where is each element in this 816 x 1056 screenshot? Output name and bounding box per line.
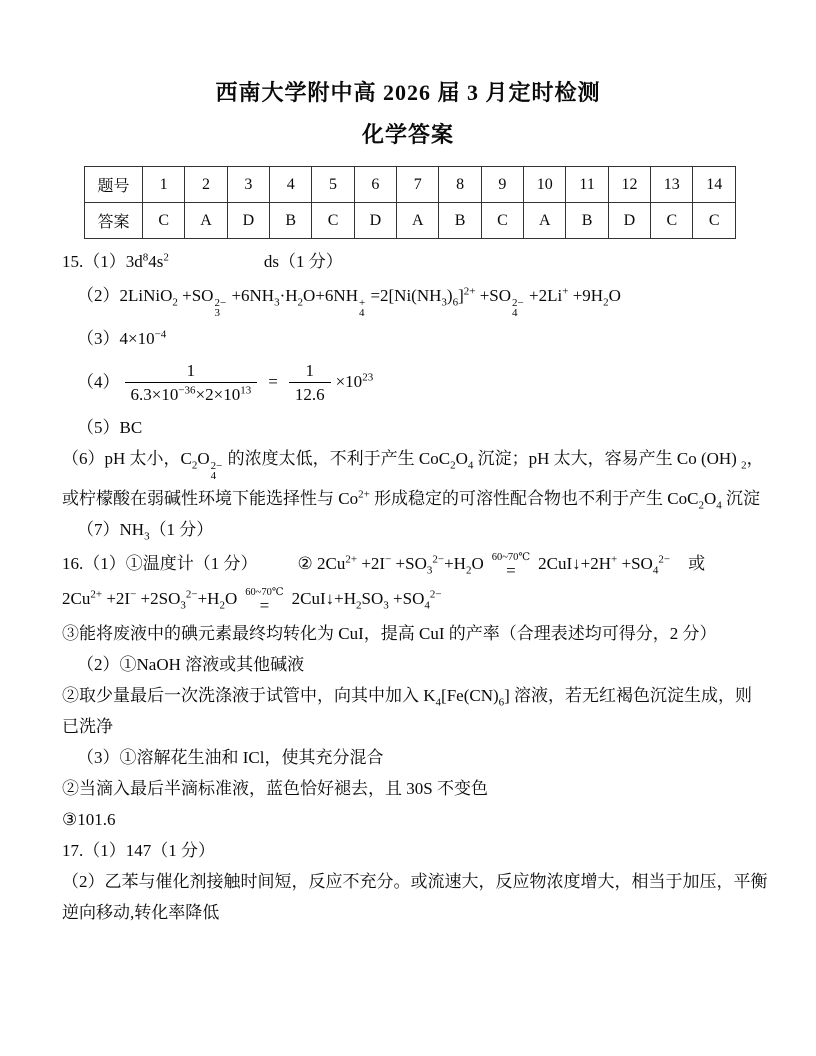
q15-item6-text2: 或柠檬酸在弱碱性环境下能选择性与 $Co^{2+}$ 形成稳定的可溶性配合物也不利于产生 $CoC_2O_4$ 沉淀 xyxy=(62,488,761,512)
equals-with-condition xyxy=(492,552,530,578)
doc-subtitle: 化学答案 xyxy=(361,122,454,147)
table-cell: 2 xyxy=(185,167,227,203)
equals-sign: = xyxy=(268,372,278,392)
table-cell: 4 xyxy=(270,167,312,203)
table-cell: B xyxy=(270,203,312,239)
reaction-condition: 60~70℃ xyxy=(245,587,284,599)
row-header-question: 题号 xyxy=(85,167,143,203)
q15-item2-equation xyxy=(62,283,756,318)
q16-eq1-right: 2CuI↓+2H+ $+SO_4^{2-}$ xyxy=(538,553,671,577)
table-cell: 6 xyxy=(354,167,396,203)
q17-item1 xyxy=(62,838,756,864)
q16-item2-text1: （2）①NaOH 溶液或其他碱液 xyxy=(77,655,305,675)
table-cell: 13 xyxy=(651,167,693,203)
fraction-denominator: $6.3\times 10^{-36}\times 2\times 10^{13}$ xyxy=(130,384,252,404)
q15-item5-text: （5）BC xyxy=(77,417,143,437)
q16-item1-equation2 xyxy=(62,586,756,616)
q16-item1-equation1 xyxy=(62,551,756,578)
q15-item3 xyxy=(62,326,756,352)
q16-item3-line2 xyxy=(62,776,756,802)
table-cell: C xyxy=(143,203,185,239)
q15-item1 xyxy=(62,249,756,275)
table-cell: D xyxy=(354,203,396,239)
table-cell: B xyxy=(439,203,481,239)
table-row-numbers xyxy=(85,167,736,203)
table-cell: 12 xyxy=(608,167,650,203)
q15-item5 xyxy=(62,415,756,441)
q16-item2-text3: 已洗净 xyxy=(62,717,113,737)
q15-item4-tail: $\times 10^{23}$ xyxy=(335,371,374,392)
q16-item3-line1 xyxy=(62,745,756,771)
reaction-condition: 60~70℃ xyxy=(491,551,531,563)
q15-item1-text: $15.(1)3d^84s^2$ xyxy=(62,251,169,271)
table-cell: 7 xyxy=(397,167,439,203)
q16-item3-text1: （3）①溶解花生油和 ICl，使其充分混合 xyxy=(77,748,384,768)
table-cell: 8 xyxy=(439,167,481,203)
q16-item3-text3: ③101.6 xyxy=(62,810,116,830)
equals-sign: = xyxy=(506,560,516,580)
q15-item2-text: （2）2LiNiO$_2$ +SO 2− 3 $+6NH_3\cdot H_2O+6NH$ + 4 $=2[Ni(NH_3)_6]^{2+} +SO$ 2− 4 $+2Li^+ +9H_2O$ xyxy=(77,285,621,319)
table-cell: C xyxy=(693,203,736,239)
q15-item1-ds: ds（1 分） xyxy=(263,252,343,271)
q16-eq2-left: $2Cu^{2+} +2I^- +2SO_3^{2-}+H_2O$ xyxy=(62,588,238,612)
q16-item2-text2: ②取少量最后一次洗涤液于试管中，向其中加入 $K_4[Fe(CN)_6]$ 溶液，若无红褐色沉淀生成，则 xyxy=(62,686,753,709)
q17-item2-text2: 逆向移动,转化率降低 xyxy=(62,903,220,923)
q15-item7-text: $(7)NH_3(1$ 分） xyxy=(77,519,214,543)
q16-or-label: 或 xyxy=(688,553,706,573)
table-cell: B xyxy=(566,203,608,239)
q17-item2-line1 xyxy=(62,869,768,895)
q15-item6-text1: （6）pH 太小，$C_2O$ 2− 4 的浓度太低，不利于产生 $CoC_2O_4$ 沉淀；pH 太大，容易产生 Co (OH) $_2$， xyxy=(62,448,764,482)
doc-title: 西南大学附中高 2026 届 3 月定时检测 xyxy=(215,80,601,105)
q15-item6-line2 xyxy=(62,486,761,512)
table-cell: 1 xyxy=(143,167,185,203)
q16-item3-line3 xyxy=(62,807,756,833)
q16-item2-line3 xyxy=(62,714,756,740)
fraction xyxy=(125,360,258,407)
table-cell: A xyxy=(397,203,439,239)
q17-item2-line2 xyxy=(62,900,756,926)
table-cell: 5 xyxy=(312,167,354,203)
q15-item3-text: $(3)4\times 10^{-4}$ xyxy=(77,328,167,348)
fraction-numerator: 1 xyxy=(289,360,331,383)
table-cell: A xyxy=(185,203,227,239)
q16-item2-line2 xyxy=(62,683,756,709)
fraction xyxy=(289,360,331,407)
q16-item1-label: 16.（1）①温度计（1 分） xyxy=(62,553,258,573)
equals-with-condition xyxy=(245,587,284,616)
q17-item1-text: 17.（1）147（1 分） xyxy=(62,841,215,861)
table-cell: 11 xyxy=(566,167,608,203)
table-cell: 3 xyxy=(227,167,269,203)
row-header-answer: 答案 xyxy=(85,203,143,239)
q16-item1-note-text: ③能将废液中的碘元素最终均转化为 CuI，提高 CuI 的产率（合理表述均可得分，2 分） xyxy=(62,624,717,644)
q15-item6-line1 xyxy=(62,446,764,482)
table-cell: D xyxy=(227,203,269,239)
equals-sign: = xyxy=(259,596,270,616)
q15-item4-label: （4） xyxy=(77,372,120,392)
table-row-answers xyxy=(85,203,736,239)
table-cell: 9 xyxy=(481,167,523,203)
q16-item2-line1 xyxy=(62,652,756,678)
q15-item4-equation xyxy=(62,360,756,407)
q15-item7 xyxy=(62,517,756,543)
q16-eq2-right: $2CuI↓+H_2SO_3 +SO_4^{2-}$ xyxy=(291,588,442,612)
q16-item3-text2: ②当滴入最后半滴标准液，蓝色恰好褪去，且 30S 不变色 xyxy=(62,779,488,799)
table-cell: C xyxy=(481,203,523,239)
table-cell: 14 xyxy=(693,167,736,203)
table-cell: 10 xyxy=(524,167,566,203)
table-cell: C xyxy=(651,203,693,239)
q16-item1-note xyxy=(62,621,756,647)
q16-eq1-left: ② $2Cu^{2+} +2I^- +SO_3^{2-}+H_2O$ xyxy=(297,553,484,577)
answer-key-table xyxy=(84,166,736,239)
table-cell: C xyxy=(312,203,354,239)
table-cell: A xyxy=(524,203,566,239)
fraction-numerator: 1 xyxy=(125,360,258,383)
answers-body xyxy=(62,249,768,926)
q17-item2-text1: （2）乙苯与催化剂接触时间短，反应不充分。或流速大，反应物浓度增大，相当于加压，平衡 xyxy=(62,872,768,892)
table-cell: D xyxy=(608,203,650,239)
fraction-denominator: 12.6 xyxy=(294,384,325,404)
